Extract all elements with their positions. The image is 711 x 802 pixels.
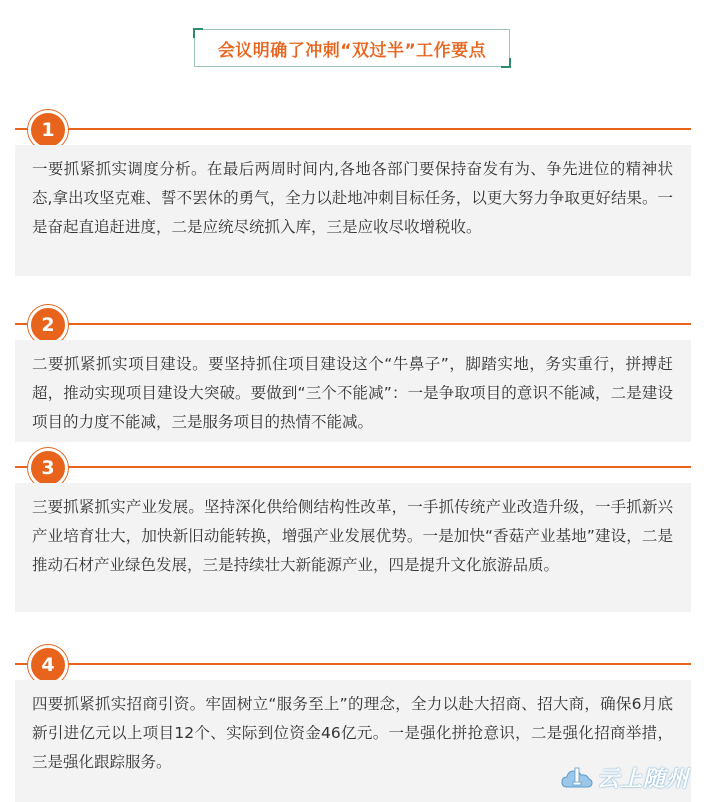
section-text: 一要抓紧抓实调度分析。在最后两周时间内,各地各部门要保持奋发有为、争先进位的精神状态,拿出攻坚克难、誓不罢休的勇气，全力以赴地冲刺目标任务，以更大努力争取更好结果。一是奋起直追赶进度，二是应统尽统抓入库，三是应收尽收增税收。 xyxy=(15,145,691,276)
page-title: 会议明确了冲刺“双过半”工作要点 xyxy=(217,40,487,61)
section-text: 三要抓紧抓实产业发展。坚持深化供给侧结构性改革，一手抓传统产业改造升级，一手抓新兴产业培育壮大，加快新旧动能转换，增强产业发展优势。一是加快“香菇产业基地”建设，二是推动石材产业绿色发展，三是持续壮大新能源产业，四是提升文化旅游品质。 xyxy=(15,483,691,612)
section-header xyxy=(0,300,711,340)
section-1 xyxy=(0,105,711,236)
divider-line xyxy=(15,663,691,665)
section-3 xyxy=(0,443,711,574)
section-header xyxy=(0,105,711,145)
watermark-logo xyxy=(561,762,689,793)
section-header xyxy=(0,640,711,680)
title-box xyxy=(194,29,510,67)
divider-line xyxy=(15,466,691,468)
section-text: 四要抓紧抓实招商引资。牢固树立“服务至上”的理念，全力以赴大招商、招大商，确保6月底新引进亿元以上项目12个、实际到位资金46亿元。一是强化拼抢意识，二是强化招商举措，三是强化跟踪服务。 xyxy=(15,680,691,802)
section-number-badge: 3 xyxy=(28,448,68,488)
section-number-badge: 1 xyxy=(28,110,68,150)
divider-line xyxy=(15,323,691,325)
section-number-badge: 4 xyxy=(28,645,68,685)
section-number-badge: 2 xyxy=(28,305,68,345)
cloud-tower-icon xyxy=(561,765,593,791)
section-2 xyxy=(0,300,711,431)
section-4 xyxy=(0,640,711,771)
section-header xyxy=(0,443,711,483)
divider-line xyxy=(15,128,691,130)
section-text: 二要抓紧抓实项目建设。要坚持抓住项目建设这个“牛鼻子”，脚踏实地，务实重行，拼搏赶超，推动实现项目建设大突破。要做到“三个不能减”：一是争取项目的意识不能减，二是建设项目的力度不能减，三是服务项目的热情不能减。 xyxy=(15,340,691,442)
watermark-text: 云上随州 xyxy=(596,767,689,792)
